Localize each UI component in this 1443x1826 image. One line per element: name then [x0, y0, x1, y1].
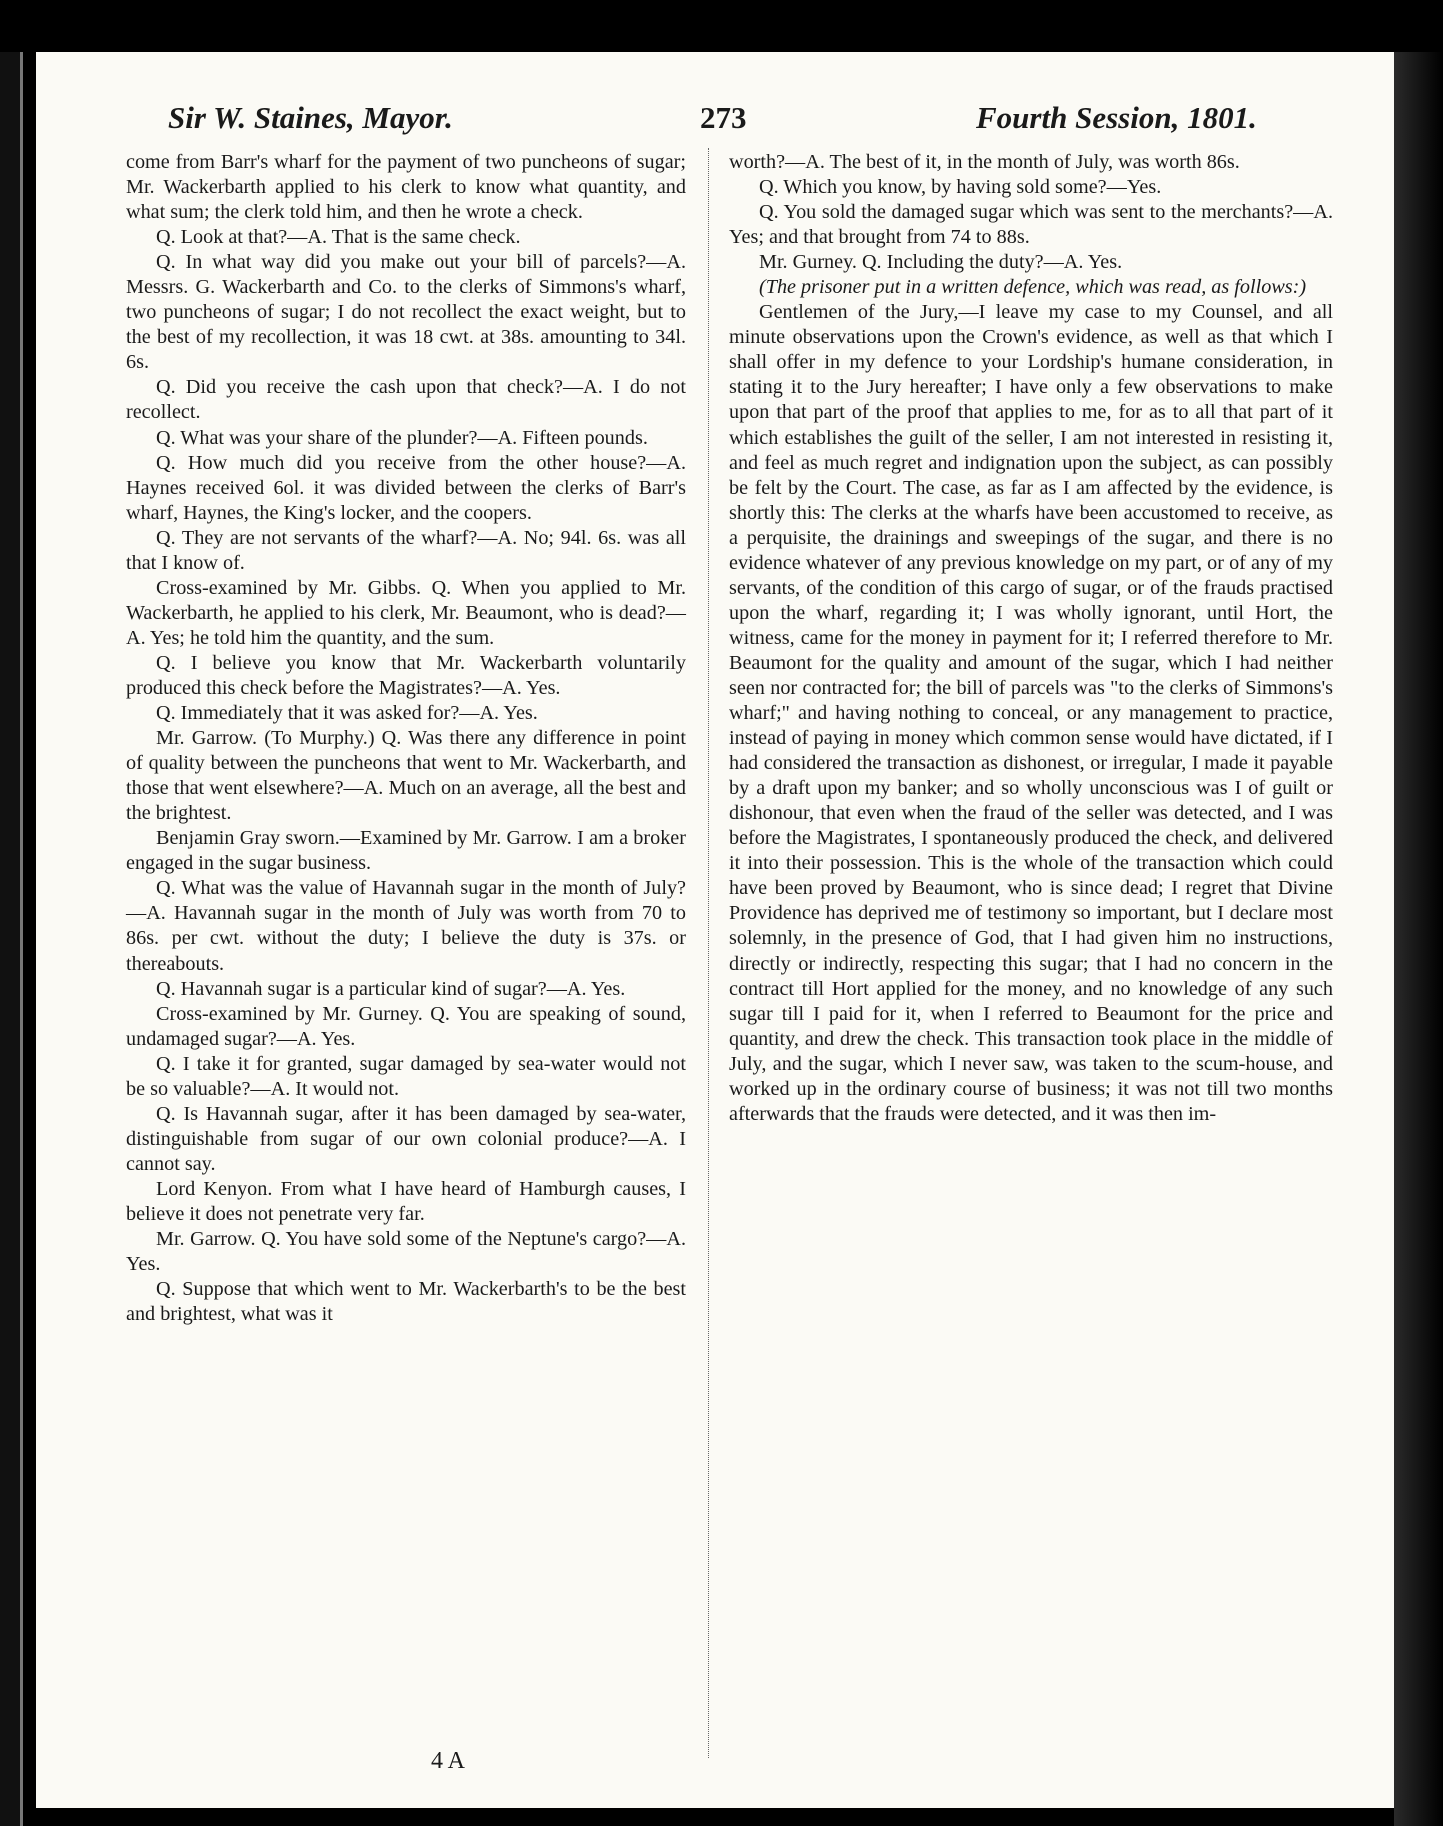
- paragraph: Q. How much did you receive from the other house?—A. Haynes received 6ol. it was divided between the clerks of Barr's wharf, Haynes, the King's locker, and the coopers.: [126, 451, 686, 524]
- paragraph: Cross-examined by Mr. Gibbs. Q. When you applied to Mr. Wackerbarth, he applied to his clerk, Mr. Beaumont, who is dead?—A. Yes; he told him the quantity, and the sum.: [126, 576, 686, 649]
- paragraph: Gentlemen of the Jury,—I leave my case to my Counsel, and all minute observations upon the Crown's evidence, as well as that which I shall offer in my defence to your Lordship's humane consideration, in stating it to the Jury hereafter; I have only a few observations to make upon that part of the proof that applies to me, for as to all that part of it which establishes the guilt of the seller, I am not interested in resisting it, and feel as much regret and indignation upon the subject, as can possibly be felt by the Court. The case, as far as I am affected by the evidence, is shortly this: The clerks at the wharfs have been accustomed to receive, as a perquisite, the drainings and sweepings of the sugar, and there is no evidence whatever of any previous knowledge on my part, or of any of my servants, of the condition of this cargo of sugar, or of the frauds practised upon the wharf, regarding it; I was wholly ignorant, until Hort, the witness, came for the money in payment for it; I referred therefore to Mr. Beaumont for the quality and amount of the sugar, which I had neither seen nor contracted for; the bill of parcels was "to the clerks of Simmons's wharf;" and having nothing to conceal, or any management to practice, instead of paying in money which common sense would have dictated, if I had considered the transaction as dishonest, or irregular, I made it payable by a draft upon my banker; and so wholly unconscious was I of guilt or dishonour, that even when the fraud of the seller was detected, and I was before the Magistrates, I spontaneously produced the check, and delivered it into their possession. This is the whole of the transaction which could have been proved by Beaumont, who is since dead; I regret that Divine Providence has deprived me of testimony so important, but I declare most solemnly, in the presence of God, that I had given him no instructions, directly or indirectly, respecting this sugar; that I had no concern in the contract till Hort applied for the money, and no knowledge of any such sugar till I paid for it, when I referred to Beaumont for the price and quantity, and drew the check. This transaction took place in the middle of July, and the sugar, which I never saw, was taken to the scum-house, and worked up in the ordinary course of business; it was not till two months afterwards that the frauds were detected, and it was then im-: [729, 301, 1333, 1125]
- paragraph: Mr. Gurney. Q. Including the duty?—A. Yes.: [759, 251, 1123, 274]
- header-right-text: Fourth Session, 1801.: [976, 100, 1257, 135]
- paragraph: Q. I believe you know that Mr. Wackerbarth voluntarily produced this check before the Magistrates?—A. Yes.: [126, 651, 686, 699]
- left-column: [126, 150, 686, 1327]
- paragraph: Q. What was the value of Havannah sugar in the month of July?—A. Havannah sugar in the month of July was worth from 70 to 86s. per cwt. without the duty; I believe the duty is 37s. or thereabouts.: [126, 877, 686, 975]
- paragraph: Q. They are not servants of the wharf?—A. No; 94l. 6s. was all that I know of.: [126, 526, 686, 574]
- running-header: [36, 100, 1394, 140]
- paragraph: Cross-examined by Mr. Gurney. Q. You are speaking of sound, undamaged sugar?—A. Yes.: [126, 1002, 686, 1050]
- adjacent-page-edge: [0, 52, 23, 1826]
- paragraph: Q. You sold the damaged sugar which was sent to the merchants?—A. Yes; and that brought from 74 to 88s.: [729, 201, 1333, 249]
- header-left-text: Sir W. Staines, Mayor.: [168, 100, 453, 135]
- paragraph: (The prisoner put in a written defence, which was read, as follows:): [759, 276, 1307, 299]
- paragraph: Lord Kenyon. From what I have heard of Hamburgh causes, I believe it does not penetrate very far.: [126, 1177, 686, 1225]
- paragraph: worth?—A. The best of it, in the month of July, was worth 86s.: [729, 151, 1240, 173]
- document-page: [36, 52, 1394, 1808]
- paragraph: Q. What was your share of the plunder?—A. Fifteen pounds.: [156, 426, 648, 449]
- page-number: 273: [700, 100, 747, 135]
- signature-mark: 4 A: [431, 1748, 466, 1774]
- column-divider: [708, 148, 710, 1758]
- paragraph: Q. Look at that?—A. That is the same check.: [156, 226, 521, 249]
- paragraph: Q. Did you receive the cash upon that check?—A. I do not recollect.: [126, 376, 686, 424]
- paragraph: Mr. Garrow. Q. You have sold some of the Neptune's cargo?—A. Yes.: [126, 1228, 686, 1276]
- paragraph: Q. Suppose that which went to Mr. Wackerbarth's to be the best and brightest, what was it: [126, 1278, 686, 1326]
- paragraph: come from Barr's wharf for the payment of two puncheons of sugar; Mr. Wackerbarth applied to his clerk to know what quantity, and what sum; the clerk told him, and then he wrote a check.: [126, 151, 686, 224]
- paragraph: Q. Immediately that it was asked for?—A. Yes.: [156, 702, 538, 725]
- paragraph: Mr. Garrow. (To Murphy.) Q. Was there any difference in point of quality between the puncheons that went to Mr. Wackerbarth, and those that went elsewhere?—A. Much on an average, all the best and the brightest.: [126, 727, 686, 825]
- paragraph: Q. In what way did you make out your bill of parcels?—A. Messrs. G. Wackerbarth and Co. to the clerks of Simmons's wharf, two puncheons of sugar; I do not recollect the exact weight, but to the best of my recollection, it was 18 cwt. at 38s. amounting to 34l. 6s.: [126, 251, 686, 374]
- paragraph: Q. I take it for granted, sugar damaged by sea-water would not be so valuable?—A. It would not.: [126, 1052, 686, 1100]
- right-column: [729, 150, 1333, 1127]
- page-edge-shadow: [1394, 52, 1443, 1826]
- paragraph: Q. Which you know, by having sold some?—Yes.: [759, 176, 1162, 199]
- paragraph: Q. Is Havannah sugar, after it has been damaged by sea-water, distinguishable from sugar of our own colonial produce?—A. I cannot say.: [126, 1102, 686, 1175]
- paragraph: Benjamin Gray sworn.—Examined by Mr. Garrow. I am a broker engaged in the sugar business.: [126, 827, 686, 875]
- paragraph: Q. Havannah sugar is a particular kind of sugar?—A. Yes.: [156, 977, 626, 1000]
